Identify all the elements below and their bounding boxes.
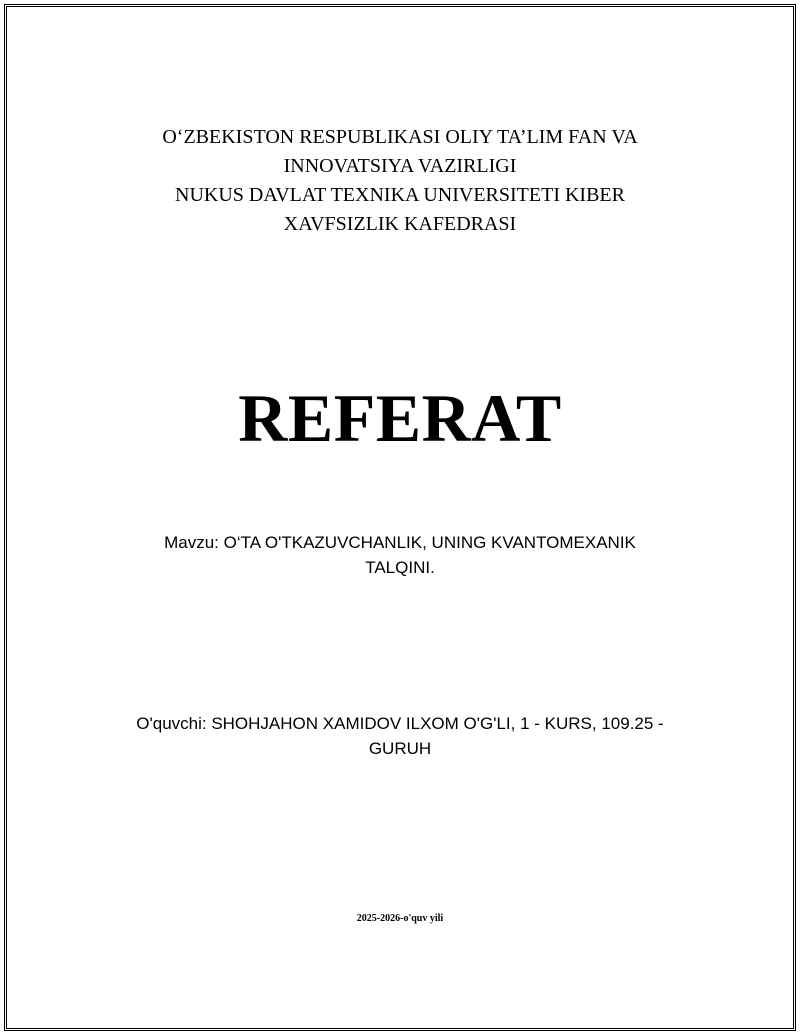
institution-line: INNOVATSIYA VAZIRLIGI [283,155,517,177]
student-line: O'quvchi: SHOHJAHON XAMIDOV ILXOM O'G'LI, 1 - KURS, 109.25 - [136,714,664,733]
institution-line: O‘ZBEKISTON RESPUBLIKASI OLIY TA’LIM FAN VA [162,126,638,148]
topic-line: Mavzu: O‘TA O'TKAZUVCHANLIK, UNING KVANTOMEXANIK [164,533,636,552]
topic-block [0,530,800,580]
student-line: GURUH [368,739,432,758]
institution-line: NUKUS DAVLAT TEXNIKA UNIVERSITETI KIBER [175,184,625,206]
academic-year: 2025-2026-o'quv yili [356,913,444,924]
document-title: REFERAT [238,380,562,456]
student-block [0,711,800,761]
institution-line: XAVFSIZLIK KAFEDRASI [283,213,517,235]
institution-header [0,123,800,239]
topic-line: TALQINI. [365,558,435,577]
